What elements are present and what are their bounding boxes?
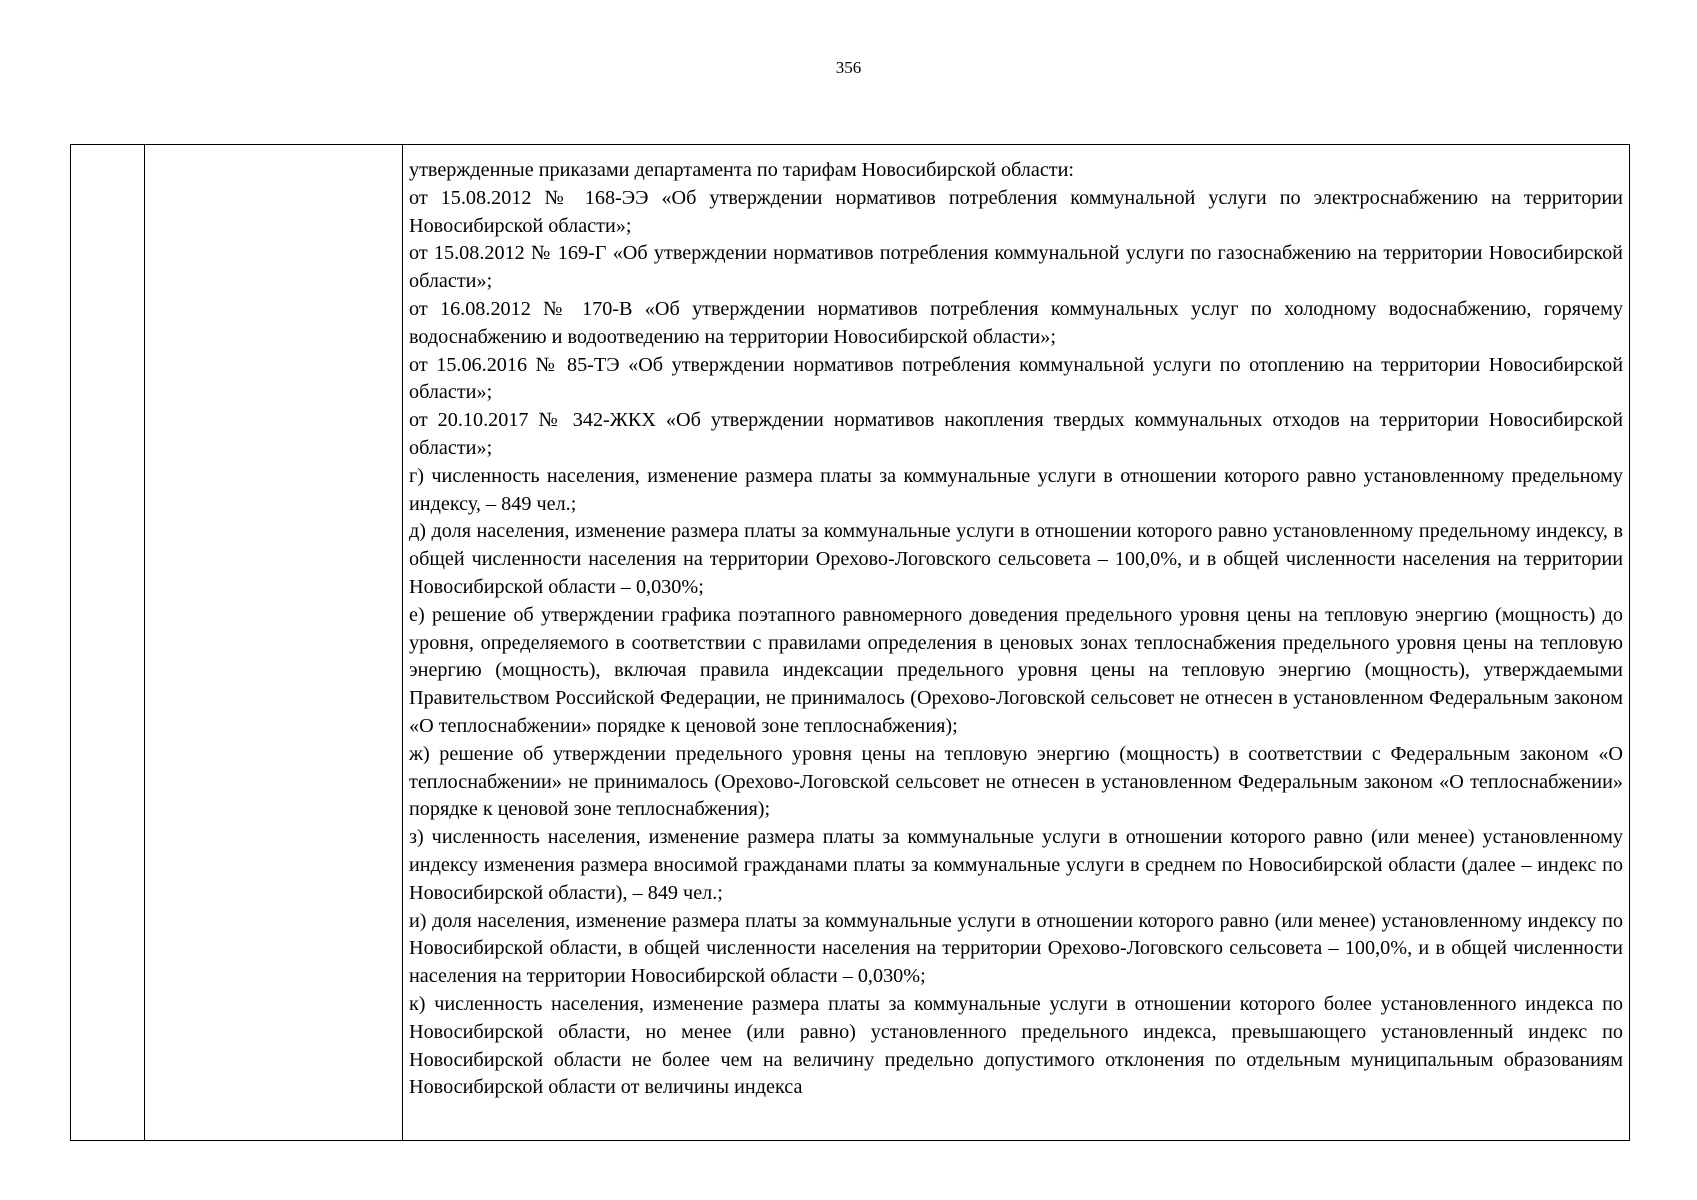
document-table [70,144,1630,1141]
table-cell-content [403,145,1630,1141]
table-row [71,145,1630,1141]
paragraph-order-169-g: от 15.08.2012 № 169-Г «Об утверждении нормативов потребления коммунальной услуги по газоснабжению на территории Новосибирской области»; [409,242,1623,293]
paragraph-order-168-ee: от 15.08.2012 № 168-ЭЭ «Об утверждении нормативов потребления коммунальной услуги по электроснабжению на территории Новосибирской области»; [409,186,1623,237]
content-text [409,157,1623,1102]
paragraph-order-170-v: от 16.08.2012 № 170-В «Об утверждении нормативов потребления коммунальных услуг по холодному водоснабжению, горячему водоснабжению и водоотведению на территории Новосибирской области»; [409,297,1623,348]
paragraph-order-85-te: от 15.06.2016 № 85-ТЭ «Об утверждении нормативов потребления коммунальной услуги по отоплению на территории Новосибирской области»; [409,353,1623,404]
table-cell-name [145,145,403,1141]
paragraph-order-342-zhkh: от 20.10.2017 № 342-ЖКХ «Об утверждении нормативов накопления твердых коммунальных отходов на территории Новосибирской области»; [409,409,1623,459]
paragraph-item-g: г) численность населения, изменение размера платы за коммунальные услуги в отношении которого равно установленному предельному индексу, – 849 чел.; [409,464,1623,515]
paragraph-intro: утвержденные приказами департамента по тарифам Новосибирской области: [409,159,1075,181]
page-number: 356 [835,58,862,77]
paragraph-item-d: д) доля населения, изменение размера платы за коммунальные услуги в отношении которого равно установленному предельному индексу, в общей численности населения на территории Орехово-Логовского сельсовета – 100,0%, и в общей численности населения на территории Новосибирской области – 0,030%; [409,520,1623,598]
table-cell-number [71,145,145,1141]
paragraph-item-zh: ж) решение об утверждении предельного уровня цены на тепловую энергию (мощность) в соответствии с Федеральным законом «О теплоснабжении» не принималось (Орехово-Логовской сельсовет не отнесен в установленном Федеральным законом «О теплоснабжении» порядке к ценовой зоне теплоснабжения); [409,742,1623,821]
paragraph-item-z: з) численность населения, изменение размера платы за коммунальные услуги в отношении которого равно (или менее) установленному индексу изменения размера вносимой гражданами платы за коммунальные услуги в среднем по Новосибирской области (далее – индекс по Новосибирской области), – 849 чел.; [409,826,1623,904]
paragraph-item-i: и) доля населения, изменение размера платы за коммунальные услуги в отношении которого равно (или менее) установленному индексу по Новосибирской области, в общей численности населения на территории Орехово-Логовского сельсовета – 100,0%, и в общей численности населения на территории Новосибирской области – 0,030%; [409,909,1623,988]
paragraph-item-k: к) численность населения, изменение размера платы за коммунальные услуги в отношении которого более установленного индекса по Новосибирской области, но менее (или равно) установленного предельного индекса, превышающего установленный индекс по Новосибирской области не более чем на величину предельно допустимого отклонения по отдельным муниципальным образованиям Новосибирской области от величины индекса [409,992,1623,1099]
paragraph-item-e: е) решение об утверждении графика поэтапного равномерного доведения предельного уровня цены на тепловую энергию (мощность) до уровня, определяемого в соответствии с правилами определения в ценовых зонах теплоснабжения предельного уровня цены на тепловую энергию (мощность), включая правила индексации предельного уровня цены на тепловую энергию (мощность), утверждаемыми Правительством Российской Федерации, не принималось (Орехово-Логовской сельсовет не отнесен в установленном Федеральным законом «О теплоснабжении» порядке к ценовой зоне теплоснабжения); [409,603,1623,737]
